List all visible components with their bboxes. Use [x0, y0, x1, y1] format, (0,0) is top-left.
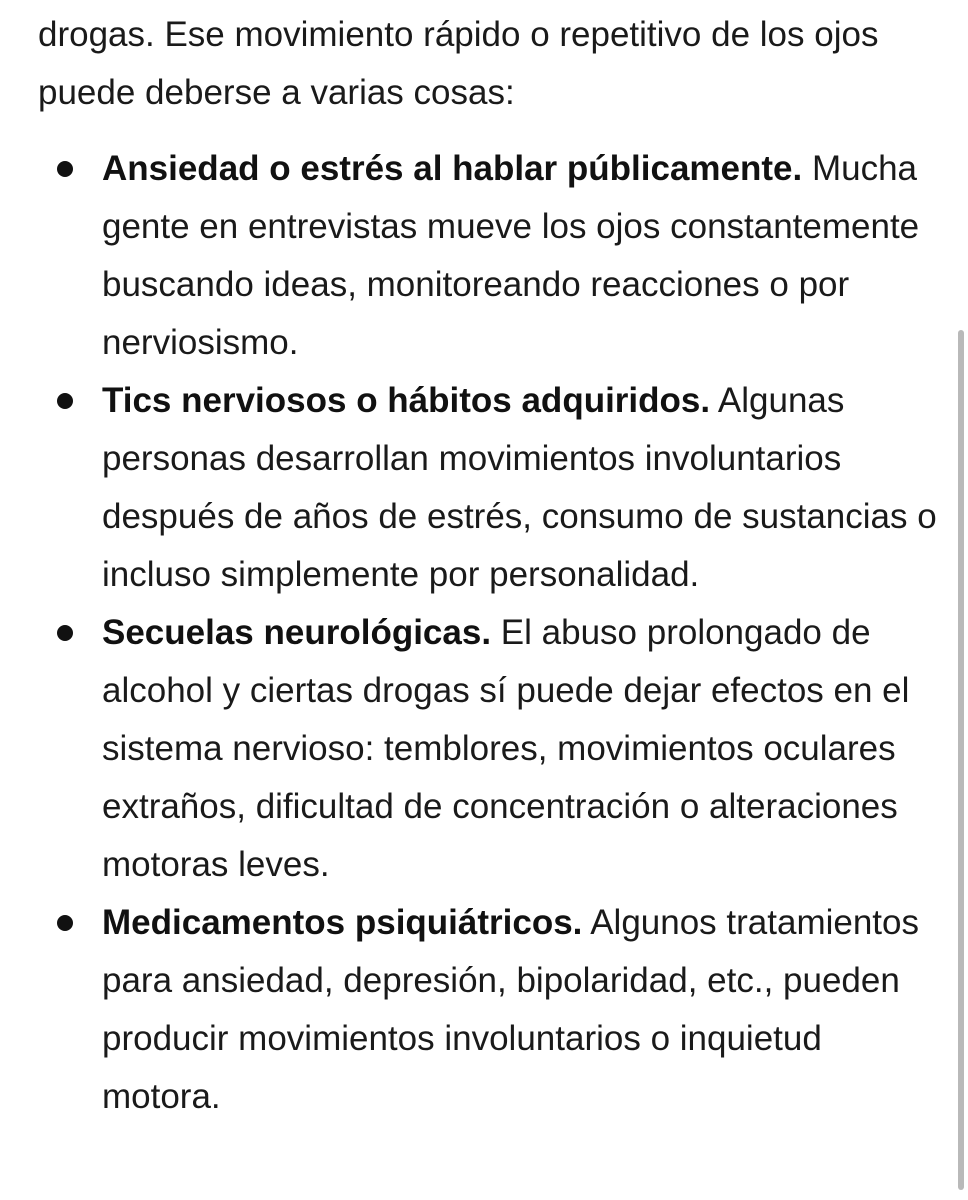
bullet-icon — [57, 915, 73, 931]
list-item — [0, 894, 968, 1126]
list-item-title: Medicamentos psiquiátricos. — [102, 903, 583, 942]
list-item-body: Algunas personas desarrollan movimientos involuntarios después de años de estrés, consumo de sustancias o incluso simplemente por personalidad. — [102, 381, 937, 594]
list-item-body: El abuso prolongado de alcohol y ciertas drogas sí puede dejar efectos en el sistema nervioso: temblores, movimientos oculares extraños, dificultad de concentración o alteraciones motoras leves. — [102, 613, 910, 884]
list-item-title: Tics nerviosos o hábitos adquiridos. — [102, 381, 711, 420]
bullet-list — [0, 140, 968, 1126]
list-item-body: Mucha gente en entrevistas mueve los ojos constantemente buscando ideas, monitoreando reacciones o por nerviosismo. — [102, 149, 920, 362]
bullet-icon — [57, 625, 73, 641]
list-item-body: Algunos tratamientos para ansiedad, depresión, bipolaridad, etc., pueden producir movimientos involuntarios o inquietud motora. — [102, 903, 919, 1116]
intro-paragraph: drogas. Ese movimiento rápido o repetitivo de los ojos puede deberse a varias cosas: — [38, 15, 879, 112]
bullet-icon — [57, 393, 73, 409]
vertical-scrollbar[interactable] — [958, 330, 964, 1190]
list-item — [0, 140, 968, 372]
list-item — [0, 604, 968, 894]
list-item — [0, 372, 968, 604]
list-item-title: Secuelas neurológicas. — [102, 613, 492, 652]
list-item-title: Ansiedad o estrés al hablar públicamente. — [102, 149, 803, 188]
bullet-icon — [57, 161, 73, 177]
